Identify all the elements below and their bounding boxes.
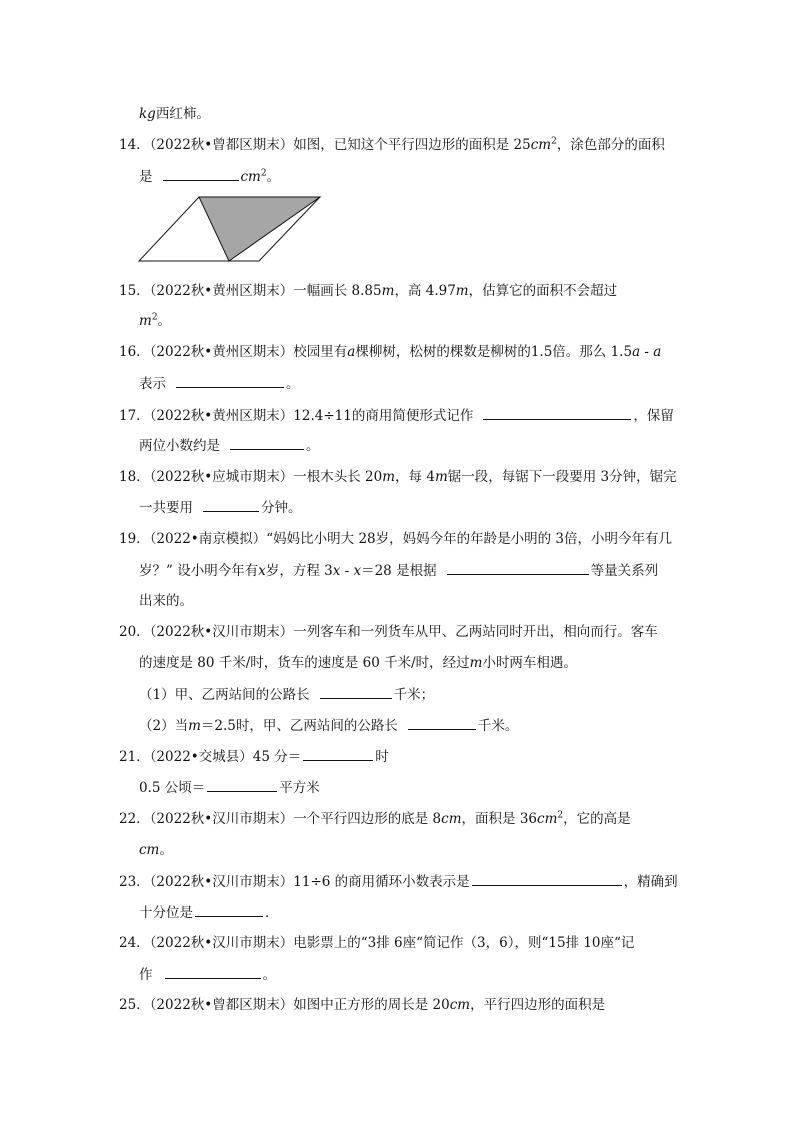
q15-text1: 一幅画长 8.85: [293, 283, 382, 299]
q18-unit2: m: [434, 469, 448, 485]
q23-text2: ，精确到: [623, 874, 678, 890]
q19-text3: 岁，方程 3: [265, 563, 333, 579]
q22-number: 22．: [119, 811, 150, 827]
q14-text2: ，涂色部分的面积: [556, 137, 665, 153]
q18-text4: 一共要用: [139, 500, 193, 516]
q23-blank-1[interactable]: [472, 871, 622, 886]
q25-number: 25．: [119, 997, 150, 1013]
q19-text5: 等量关系列: [590, 563, 659, 579]
q18-line1: [119, 467, 677, 487]
q22-line2: [139, 840, 173, 860]
q15-sup: 2: [151, 312, 158, 323]
q20-text2: 的速度是 80 千米/时，货车的速度是 60 千米/时，经过: [139, 655, 470, 671]
q20-sub1-blank[interactable]: [320, 684, 392, 699]
q16-text3: 表示: [139, 376, 166, 392]
q15-unit3: m: [139, 313, 152, 329]
q18-source: （2022秋•应城市期末）: [149, 469, 294, 485]
q25-text1: 如图中正方形的周长是 20: [293, 997, 450, 1013]
q13-tail: [139, 104, 210, 124]
q14-line2: [139, 166, 280, 187]
q16-source: （2022秋•黄州区期末）: [149, 344, 294, 360]
q15-number: 15．: [119, 283, 150, 299]
q19-line1: [119, 529, 672, 549]
q20-sub1-text: （1）甲、乙两站间的公路长: [139, 687, 310, 703]
q16-text4: 。: [286, 376, 300, 392]
q20-sub2: [139, 715, 518, 736]
q17-text4: 。: [306, 438, 320, 454]
q20-sub2-blank[interactable]: [408, 715, 476, 730]
q25-line1: [119, 995, 605, 1015]
q13-unit: kg: [139, 106, 156, 122]
q19-eq: x - x: [332, 563, 362, 579]
q15-unit1: m: [381, 283, 395, 299]
q22-text4: 。: [159, 842, 173, 858]
q23-source: （2022秋•汉川市期末）: [149, 874, 294, 890]
q17-text2: ，保留: [633, 408, 674, 424]
q24-number: 24．: [119, 935, 150, 951]
q21-number: 21．: [119, 749, 150, 765]
q19-source: （2022•南京模拟）: [149, 531, 267, 547]
q16-text2: 棵柳树，松树的棵数是柳树的1.5倍。那么 1.5: [355, 344, 633, 360]
q20-sub2-var: m: [188, 718, 201, 734]
q20-sub1: [139, 684, 434, 705]
q21-text2: 时: [375, 749, 389, 765]
q18-number: 18．: [119, 469, 150, 485]
q24-answer-blank[interactable]: [165, 964, 261, 979]
q17-line2: [139, 435, 320, 456]
q15-text2: ，高 4.97: [394, 283, 456, 299]
shaded-triangle: [199, 197, 320, 261]
q13-tail-text: 西红柿。: [155, 106, 210, 122]
q22-unit3: cm: [139, 842, 160, 858]
q17-line1: [119, 405, 674, 426]
q14-line1: [119, 135, 665, 155]
q14-text4: 。: [266, 169, 281, 185]
q21-text3: 0.5 公顷＝: [139, 780, 206, 796]
q15-text4: 。: [157, 313, 172, 329]
q24-line2: [139, 964, 276, 985]
q20-sub2-text: （2）当: [139, 718, 189, 734]
q21-source: （2022•交城县）: [149, 749, 253, 765]
q20-var: m: [469, 655, 483, 671]
q25-source: （2022秋•曾都区期末）: [149, 997, 294, 1013]
q24-source: （2022秋•汉川市期末）: [149, 935, 294, 951]
q24-line1: [119, 933, 634, 953]
q18-text5: 分钟。: [261, 500, 302, 516]
q16-number: 16．: [119, 344, 150, 360]
q16-line2: [139, 373, 300, 394]
q19-text4: ＝28 是根据: [361, 563, 437, 579]
q15-unit2: m: [455, 283, 469, 299]
q20-number: 20．: [119, 624, 150, 640]
q17-answer-blank-1[interactable]: [483, 405, 631, 420]
q20-line2: [139, 653, 577, 673]
q15-source: （2022秋•黄州区期末）: [149, 283, 294, 299]
q17-text3: 两位小数约是: [139, 438, 220, 454]
q19-text2: 岁？” 设小明今年有: [139, 563, 259, 579]
q15-line1: [119, 281, 617, 301]
q14-sup2: 2: [260, 168, 267, 179]
q21-blank-2[interactable]: [207, 777, 277, 792]
q17-source: （2022秋•黄州区期末）: [149, 408, 294, 424]
q23-text3: 十分位是: [139, 905, 193, 921]
q22-sup: 2: [557, 810, 564, 821]
q25-unit1: cm: [449, 997, 471, 1013]
q18-unit1: m: [382, 469, 396, 485]
q20-text3: 小时两车相遇。: [482, 655, 577, 671]
q22-source: （2022秋•汉川市期末）: [149, 811, 294, 827]
q23-text4: ．: [265, 905, 279, 921]
q23-blank-2[interactable]: [195, 902, 263, 917]
q16-answer-blank[interactable]: [176, 373, 284, 388]
q22-text3: ，它的高是: [563, 811, 631, 827]
q18-text2: ，每 4: [395, 469, 435, 485]
q19-var: x: [258, 563, 266, 579]
q24-text2: 作: [139, 967, 153, 983]
q18-text3: 锯一段，每锯下一段要用 3分钟，锯完: [447, 469, 677, 485]
q14-answer-blank[interactable]: [163, 166, 239, 181]
q20-sub1-unit: 千米；: [393, 687, 435, 703]
q17-number: 17．: [119, 408, 150, 424]
q18-answer-blank[interactable]: [203, 497, 259, 512]
q14-sup1: 2: [551, 136, 557, 147]
q18-text1: 一根木头长 20: [293, 469, 383, 485]
q14-unit1: cm: [530, 137, 552, 153]
q14-number: 14．: [119, 137, 150, 153]
q22-text1: 一个平行四边形的底是 8: [293, 811, 442, 827]
q20-source: （2022秋•汉川市期末）: [149, 624, 294, 640]
q21-line2: [139, 777, 320, 798]
q19-line3: [139, 591, 193, 611]
q14-text1: 如图，已知这个平行四边形的面积是 25: [293, 137, 531, 153]
q16-var: a: [347, 344, 356, 360]
q18-line2: [139, 497, 302, 518]
q19-line2: [139, 560, 658, 581]
q23-line2: [139, 902, 279, 923]
q23-line1: [119, 871, 678, 892]
q19-text1: “妈妈比小明大 28岁，妈妈今年的年龄是小明的 3倍，小明今年有几: [266, 531, 673, 547]
q23-number: 23．: [119, 874, 150, 890]
q15-text3: ，估算它的面积不会超过: [468, 283, 618, 299]
q17-answer-blank-2[interactable]: [230, 435, 304, 450]
q22-unit2: cm: [537, 811, 558, 827]
q20-sub2-text2: ＝2.5时，甲、乙两站间的公路长: [200, 718, 398, 734]
q20-line1: [119, 622, 658, 642]
q16-text1: 校园里有: [293, 344, 348, 360]
q23-text1: 11÷6 的商用循环小数表示是: [293, 874, 470, 890]
q24-text3: 。: [262, 967, 276, 983]
q22-text2: ，面积是 36: [461, 811, 538, 827]
q22-unit1: cm: [441, 811, 462, 827]
q19-text6: 出来的。: [139, 593, 193, 609]
q21-blank-1[interactable]: [303, 746, 373, 761]
q17-text1: 12.4÷11的商用简便形式记作: [293, 408, 474, 424]
q16-line1: [119, 342, 661, 362]
q14-text3: 是: [139, 169, 153, 185]
q20-text1: 一列客车和一列货车从甲、乙两站同时开出，相向而行。客车: [293, 624, 658, 640]
q21-text4: 平方米: [279, 780, 320, 796]
q15-line2: [139, 311, 171, 331]
q24-text1: 电影票上的“3排 6座“简记作（3，6），则“15排 10座“记: [293, 935, 635, 951]
q14-source: （2022秋•曾都区期末）: [149, 137, 294, 153]
q16-expr: a - a: [632, 344, 662, 360]
q20-sub2-unit: 千米。: [477, 718, 519, 734]
q25-text2: ，平行四边形的面积是: [470, 997, 606, 1013]
q19-number: 19．: [119, 531, 150, 547]
q14-parallelogram-figure: [137, 194, 327, 266]
q22-line1: [119, 809, 631, 829]
q14-unit2: cm: [240, 169, 261, 185]
q19-answer-blank[interactable]: [447, 560, 589, 575]
q21-text1: 45 分＝: [252, 749, 302, 765]
q21-line1: [119, 746, 389, 767]
